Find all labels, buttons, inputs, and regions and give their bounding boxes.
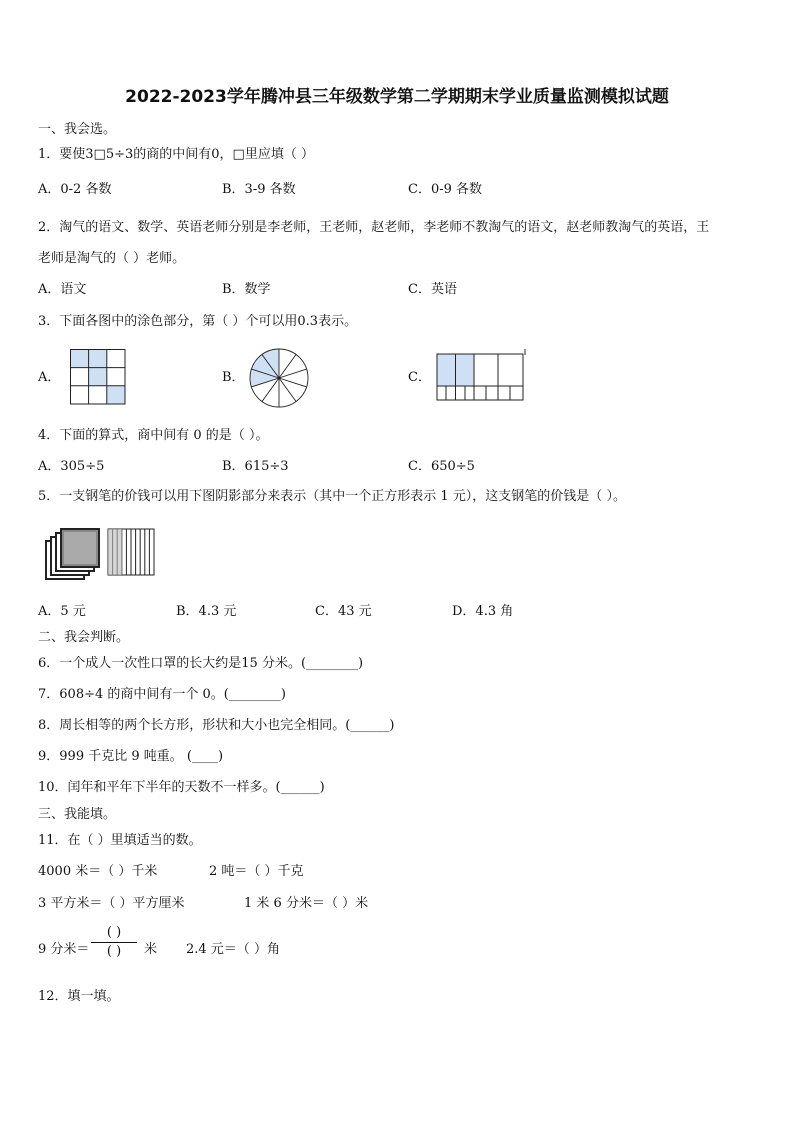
- grid-cell-shaded: [107, 386, 125, 404]
- q2-option-a[interactable]: A．语文: [38, 282, 87, 297]
- question-12: 12．填一填。: [38, 989, 120, 1004]
- grid-cell-shaded: [88, 368, 106, 386]
- question-1: 1．要使3□5÷3的商的中间有0，□里应填（ ）: [38, 147, 314, 162]
- section-heading-choice: 一、我会选。: [38, 122, 117, 137]
- q5-option-a[interactable]: A．5 元: [38, 604, 86, 619]
- q2-option-c[interactable]: C．英语: [408, 282, 457, 297]
- q5-option-b[interactable]: B．4.3 元: [176, 604, 237, 619]
- q11-item-meter-km[interactable]: 4000 米＝（ ）千米: [38, 864, 158, 879]
- q1-option-c[interactable]: C．0-9 各数: [408, 182, 483, 197]
- q11-fraction-blank[interactable]: [91, 925, 137, 960]
- q3-option-a[interactable]: A．: [38, 370, 61, 385]
- q11-item-yuan-jiao[interactable]: 2.4 元＝（ ）角: [186, 942, 280, 957]
- q3-figure-a-grid: [70, 349, 128, 405]
- q4-option-b[interactable]: B．615÷3: [222, 459, 289, 474]
- q5-option-c[interactable]: C．43 元: [315, 604, 372, 619]
- q11-item-meter-unit: 米: [144, 942, 158, 957]
- question-8[interactable]: 8．周长相等的两个长方形，形状和大小也完全相同。(______): [38, 718, 395, 733]
- question-5: 5．一支钢笔的价钱可以用下图阴影部分来表示（其中一个正方形表示 1 元），这支钢笔的价钱是（ ）。: [38, 489, 626, 504]
- q5-option-d[interactable]: D．4.3 角: [452, 604, 514, 619]
- question-6[interactable]: 6．一个成人一次性口罩的长大约是15 分米。(________): [38, 656, 364, 671]
- fraction-numerator[interactable]: ( ): [106, 925, 122, 940]
- q3-option-c[interactable]: C．: [408, 370, 431, 385]
- question-11: 11．在（ ）里填适当的数。: [38, 833, 202, 848]
- shaded-strips: [108, 529, 122, 575]
- q4-option-c[interactable]: C．650÷5: [408, 459, 475, 474]
- grid-cell-shaded: [88, 350, 106, 368]
- q3-option-b[interactable]: B．: [222, 370, 245, 385]
- q11-item-ton-kg[interactable]: 2 吨＝（ ）千克: [209, 864, 304, 879]
- fraction-denominator[interactable]: ( ): [106, 944, 122, 959]
- question-10[interactable]: 10．闰年和平年下半年的天数不一样多。(______): [38, 780, 325, 795]
- section-heading-fill: 三、我能填。: [38, 807, 117, 822]
- q3-figure-c-rectangle: [436, 349, 528, 403]
- question-9[interactable]: 9．999 千克比 9 吨重。 (____): [38, 749, 224, 764]
- page-title: 2022-2023学年腾冲县三年级数学第二学期期末学业质量监测模拟试题: [125, 87, 669, 107]
- q11-item-m-dm[interactable]: 1 米 6 分米＝（ ）米: [244, 896, 369, 911]
- section-heading-judge: 二、我会判断。: [38, 630, 130, 645]
- grid-cell-shaded: [71, 350, 89, 368]
- q11-item-sqm-sqcm[interactable]: 3 平方米＝（ ）平方厘米: [38, 896, 185, 911]
- shaded-texture: [64, 532, 96, 564]
- q1-option-a[interactable]: A．0-2 各数: [38, 182, 112, 197]
- q3-figure-b-circle: [248, 347, 310, 409]
- q2-option-b[interactable]: B．数学: [222, 282, 271, 297]
- question-4: 4．下面的算式，商中间有 0 的是（ ）。: [38, 428, 269, 443]
- question-2-line1: 2．淘气的语文、数学、英语老师分别是李老师，王老师，赵老师，李老师不教淘气的语文，赵老师教淘气的英语，王: [38, 220, 710, 235]
- question-7[interactable]: 7．608÷4 的商中间有一个 0。(________): [38, 687, 286, 702]
- q11-item-dm-label: 9 分米＝: [38, 942, 90, 957]
- question-3: 3．下面各图中的涂色部分，第（ ）个可以用0.3表示。: [38, 314, 358, 329]
- q5-figure-squares-and-strips: [44, 527, 160, 583]
- question-2-line2: 老师是淘气的（ ）老师。: [38, 251, 186, 266]
- q4-option-a[interactable]: A．305÷5: [38, 459, 105, 474]
- q1-option-b[interactable]: B．3-9 各数: [222, 182, 296, 197]
- fraction-bar: [91, 942, 137, 943]
